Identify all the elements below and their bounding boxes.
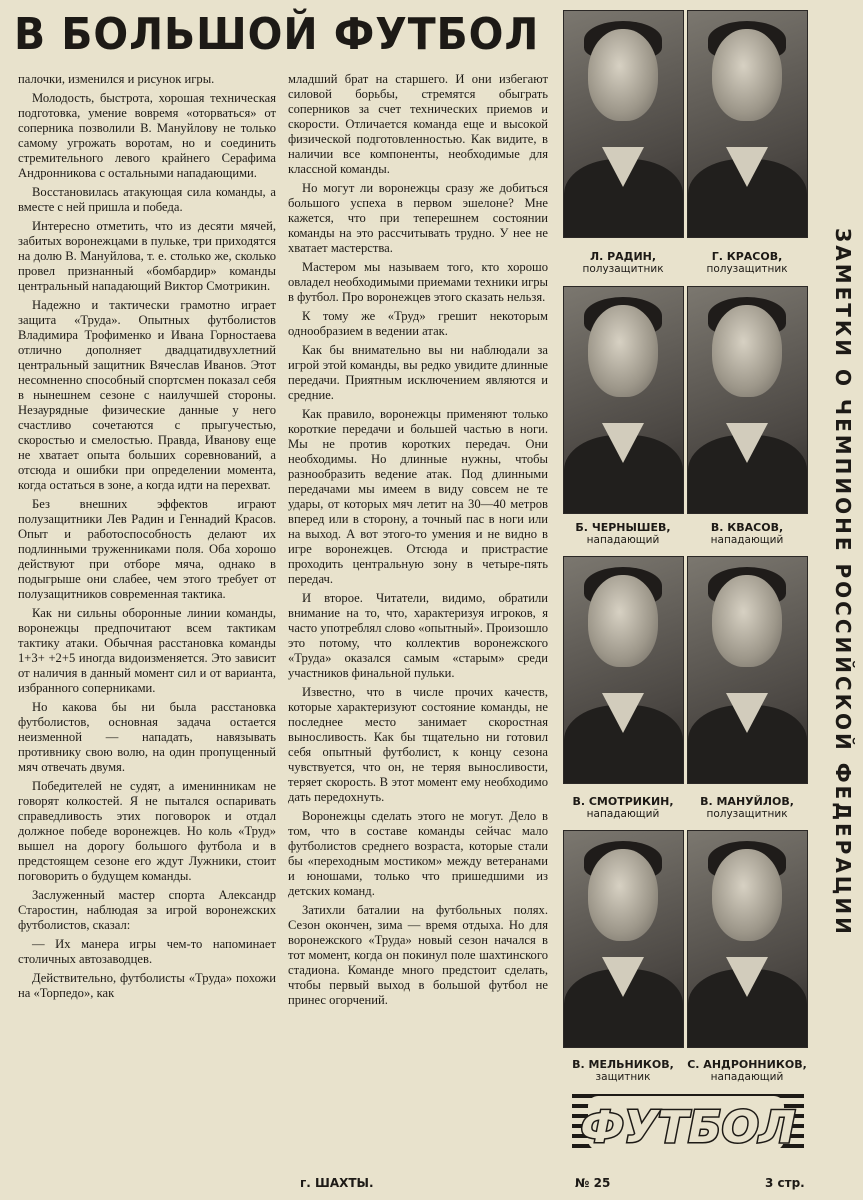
paragraph: Интересно отметить, что из десяти мячей, забитых воронежцами в пульке, три приходятся на долю В. Мануйлова, т. е. столько же, сколько провел признанный «бомбардир» команды центральный нападающий Виктор Смотрикин. [18, 219, 276, 293]
player-caption [684, 521, 810, 546]
page-number: 3 стр. [765, 1176, 805, 1190]
player-role: полузащитник [706, 263, 788, 275]
paragraph: Известно, что в числе прочих качеств, которые характеризуют состояние команды, не последнее место занимает скоростная выносливость. Как бы тщательно ни готовил себя опытный футболист, к концу сезона чувствуется, что он, не теряя выносливости, теряет скорость. В этот момент ему необходимо дать передохнуть. [288, 685, 548, 804]
futbol-logo [568, 1080, 808, 1168]
paragraph: палочки, изменился и рисунок игры. [18, 72, 215, 86]
signoff: г. ШАХТЫ. [300, 1176, 374, 1190]
player-photo [687, 10, 808, 238]
paragraph: Затихли баталии на футбольных полях. Сезон окончен, зима — время отдыха. Но для воронежского «Труда» новый сезон начался в тот момент, когда он покинул поле шахтинского стадиона. Команде много предстоит сделать, чтобы первый выход в большой футбол не принес огорчений. [288, 903, 548, 1007]
paragraph: Как ни сильны оборонные линии команды, воронежцы предпочитают всем тактикам тактику атаки. Обычная расстановка команды 1+3+ +2+5 иногда видоизменяется. Это зависит от наличия в данный момент сил и от варианта, избранного соперниками. [18, 606, 276, 695]
player-name: В. МЕЛЬНИКОВ, [572, 1058, 674, 1071]
headline: В БОЛЬШОЙ ФУТБОЛ [14, 9, 540, 60]
article-column-2 [288, 72, 548, 1012]
player-photo [687, 286, 808, 514]
player-role: полузащитник [582, 263, 664, 275]
issue-number: № 25 [575, 1176, 611, 1190]
player-name: Л. РАДИН, [589, 250, 657, 263]
paragraph: Мастером мы называем того, кто хорошо овладел необходимыми приемами техники игры в футбол. Про воронежцев этого сказать нельзя. [288, 260, 548, 304]
paragraph: Без внешних эффектов играют полузащитники Лев Радин и Геннадий Красов. Опыт и работоспособность делают их подлинными труженниками поля. Оба хорошо действуют при отборе мяча, однако в подыгрыше они слабее, чем этого требует от полузащитников современная тактика. [18, 497, 276, 601]
paragraph: Действительно, футболисты «Труда» похожи на «Торпедо», как [18, 971, 276, 1000]
player-role: защитник [595, 1071, 651, 1083]
player-name: В. МАНУЙЛОВ, [700, 795, 794, 808]
paragraph: Победителей не судят, а именинникам не говорят колкостей. Я не пытался оспаривать справедливость этих поговорок и отдал должное победе воронежцев. Но коль «Труд» вышел на дорогу большого футбола и в предстоящем сезоне его ждут Лужники, стоит поговорить о будущем команды. [18, 779, 276, 883]
paragraph: Как бы внимательно вы ни наблюдали за игрой этой команды, вы редко увидите длинные передачи. Приятным исключением являются и средние. [288, 343, 548, 402]
player-name: Г. КРАСОВ, [711, 250, 783, 263]
paragraph: К тому же «Труд» грешит некоторым однообразием в ведении атак. [288, 309, 548, 338]
player-role: полузащитник [706, 808, 788, 820]
paragraph: Молодость, быстрота, хорошая техническая подготовка, умение вовремя «оторваться» от соперника позволили В. Мануйлову не только самому угрожать воротам, но и соединить стремительного левого крайнего Серафима Андронникова с остальными нападающими. [18, 91, 276, 180]
player-caption [684, 795, 810, 820]
paragraph: Воронежцы сделать этого не могут. Дело в том, что в составе команды сейчас мало футболистов среднего возраста, которые стали бы «переходным мостиком» между ветеранами и юношами, только что пришедшими из детских команд. [288, 809, 548, 898]
side-title: ЗАМЕТКИ О ЧЕМПИОНЕ РОССИЙСКОЙ ФЕДЕРАЦИИ [831, 227, 855, 937]
player-name: В. СМОТРИКИН, [572, 795, 674, 808]
player-photo [687, 830, 808, 1048]
paragraph: Восстановилась атакующая сила команды, а вместе с ней пришла и победа. [18, 185, 276, 214]
paragraph: — Их манера игры чем-то напоминает столичных автозаводцев. [18, 937, 276, 966]
player-caption [560, 250, 686, 275]
player-photo [563, 830, 684, 1048]
paragraph: И второе. Читатели, видимо, обратили внимание на то, что, характеризуя игроков, я часто употреблял слово «опытный». Произошло это потому, что коллектив воронежского «Труда» оказался самым «старым» среди участников финальной пульки. [288, 591, 548, 680]
player-caption [684, 250, 810, 275]
player-name: В. КВАСОВ, [710, 521, 784, 534]
paragraph: Как правило, воронежцы применяют только короткие передачи и большей частью в ноги. Мы не против коротких передач. Они необходимы. Но длинные нужны, чтобы разнообразить ведение атак. Под длинными передачами мы имеем в виду совсем не те удары, от которых мяч летит на 30—40 метров вперед или в сторону, а точный пас в ноги или на выход. А вот этого-то умения и не видно в игре воронежцев. Отсюда и пристрастие проходить центральную зону в четыре-пять передач. [288, 407, 548, 586]
player-role: нападающий [710, 534, 784, 546]
paragraph: Заслуженный мастер спорта Александр Старостин, наблюдая за игрой воронежских футболистов, сказал: [18, 888, 276, 932]
player-name: С. АНДРОННИКОВ, [687, 1058, 807, 1071]
logo-text: ФУТБОЛ [580, 1102, 796, 1153]
player-name: Б. ЧЕРНЫШЕВ, [575, 521, 671, 534]
player-photo [563, 10, 684, 238]
paragraph: Но могут ли воронежцы сразу же добиться большого успеха в первом эшелоне? Мне кажется, что при теперешнем состоянии команды на это рассчитывать трудно. У нее не хватает мастерства. [288, 181, 548, 255]
player-photo [563, 286, 684, 514]
player-photo [563, 556, 684, 784]
player-caption [560, 795, 686, 820]
player-photo [687, 556, 808, 784]
player-role: нападающий [586, 534, 660, 546]
player-caption [560, 521, 686, 546]
article-column-1 [18, 72, 276, 1005]
paragraph: младший брат на старшего. И они избегают силовой борьбы, стремятся обыграть соперников за счет технических приемов и скорости. Отличается команда еще и высокой физической подготовленностью. Как видите, в наличии все компоненты, необходимые для классной команды. [288, 72, 548, 176]
player-role: нападающий [586, 808, 660, 820]
paragraph: Но какова бы ни была расстановка футболистов, основная задача остается неизменной — нападать, навязывать противнику свою волю, на один пропущенный мяч отвечать двумя. [18, 700, 276, 774]
player-role: нападающий [710, 1071, 784, 1083]
paragraph: Надежно и тактически грамотно играет защита «Труда». Опытных футболистов Владимира Трофименко и Ивана Горностаева отлично дополняет двадцатидвухлетний центральный защитник Вячеслав Иванов. Этот несомненно способный спортсмен показал себя в нынешнем сезоне с наилучшей стороны. Незаурядные физические данные у него счастливо сочетаются с прыгучестью, скоростью и смелостью. Правда, Иванову еще не хватает опыта больших соревнований, а отсюда и ошибки при определении момента, когда остаться в зоне, а когда идти на перехват. [18, 298, 276, 492]
